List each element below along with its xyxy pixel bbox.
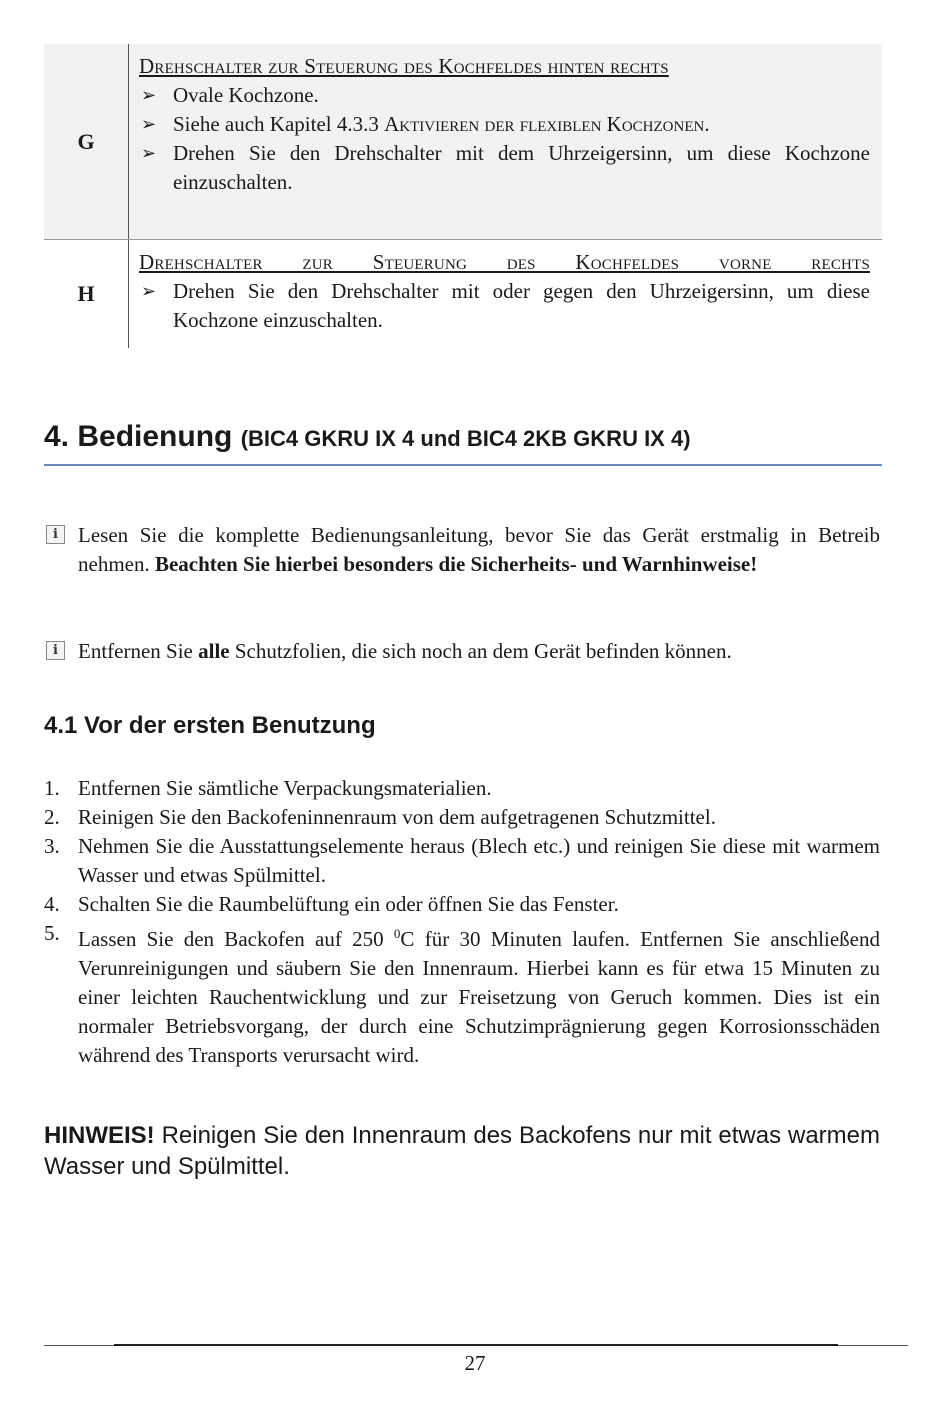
info-bold-text: alle xyxy=(198,639,230,663)
control-table xyxy=(44,44,882,348)
info-text: Schutzfolien, die sich noch an dem Gerät befinden können. xyxy=(229,639,732,663)
row-letter: H xyxy=(44,240,129,348)
info-icon: i xyxy=(46,525,65,544)
row-content xyxy=(129,44,882,239)
table-row-h xyxy=(44,239,882,348)
info-note xyxy=(44,521,880,579)
row-letter: G xyxy=(44,44,129,239)
list-item: 4. Schalten Sie die Raumbelüftung ein oder öffnen Sie das Fenster. xyxy=(44,892,619,916)
list-item: ➢ Ovale Kochzone. xyxy=(139,81,870,110)
chapter-reference: Aktivieren der flexiblen Kochzonen. xyxy=(384,112,710,136)
info-note xyxy=(44,637,880,666)
list-item: 1. Entfernen Sie sämtliche Verpackungsmaterialien. xyxy=(44,776,492,800)
info-bold-text: Beachten Sie hierbei besonders die Sicherheits- und Warnhinweise! xyxy=(154,552,758,576)
table-row-g xyxy=(44,44,882,239)
section-title: 4. Bedienung xyxy=(44,420,233,453)
hinweis-note xyxy=(44,1120,880,1182)
arrow-bullet-icon: ➢ xyxy=(141,85,157,106)
note-text: Reinigen Sie den Innenraum des Backofens nur mit etwas warmem Wasser und Spülmittel. xyxy=(44,1122,880,1180)
list-item: ➢ Drehen Sie den Drehschalter mit dem Uhrzeigersinn, um diese Kochzone einzuschalten. xyxy=(141,141,870,194)
info-text: Lesen Sie die komplette Bedienungsanleitung, bevor Sie das Gerät erstmalig in Betreib nehmen. xyxy=(78,523,880,576)
row-content xyxy=(129,240,882,348)
list-item: 3. Nehmen Sie die Ausstattungselemente heraus (Blech etc.) und reinigen Sie diese mit warmem Wasser und etwas Spülmittel. xyxy=(44,834,880,887)
section-heading xyxy=(44,420,882,466)
list-item: ➢ Siehe auch Kapitel 4.3.3 Aktivieren der flexiblen Kochzonen. xyxy=(139,110,870,139)
bullet-list xyxy=(139,81,870,197)
section-subtitle: (BIC4 GKRU IX 4 und BIC4 2KB GKRU IX 4) xyxy=(240,426,691,451)
arrow-bullet-icon: ➢ xyxy=(141,143,157,164)
arrow-bullet-icon: ➢ xyxy=(141,281,157,302)
list-item: ➢ Drehen Sie den Drehschalter mit oder gegen den Uhrzeigersinn, um diese Kochzone einzuschalten. xyxy=(141,279,870,332)
bullet-list xyxy=(139,277,870,335)
list-item: 2. Reinigen Sie den Backofeninnenraum von dem aufgetragenen Schutzmittel. xyxy=(44,805,716,829)
info-icon: i xyxy=(46,641,65,660)
info-text: Entfernen Sie xyxy=(78,639,199,663)
row-heading: Drehschalter zur Steuerung des Kochfeldes vorne rechts xyxy=(139,250,870,274)
steps-list xyxy=(44,774,880,1070)
list-item: 5. Lassen Sie den Backofen auf 250 $^0$C für 30 Minuten laufen. Entfernen Sie anschließend Verunreinigungen und säubern Sie den Innenraum. Hierbei kann es für etwa 15 Minuten zu einer leichten Rauchentwicklung und zur Freisetzung von Geruch kommen. Dies ist ein normaler Betriebsvorgang, der durch eine Schutzimprägnierung gegen Korrosionsschäden während des Transports verursacht wird. xyxy=(44,921,880,1067)
row-heading: Drehschalter zur Steuerung des Kochfeldes hinten rechts xyxy=(139,54,669,78)
page-number: 27 xyxy=(464,1351,486,1375)
arrow-bullet-icon: ➢ xyxy=(141,114,157,135)
footer-divider-bold xyxy=(114,1344,838,1346)
subsection-title: 4.1 Vor der ersten Benutzung xyxy=(44,712,376,739)
note-label: HINWEIS! xyxy=(44,1122,155,1149)
